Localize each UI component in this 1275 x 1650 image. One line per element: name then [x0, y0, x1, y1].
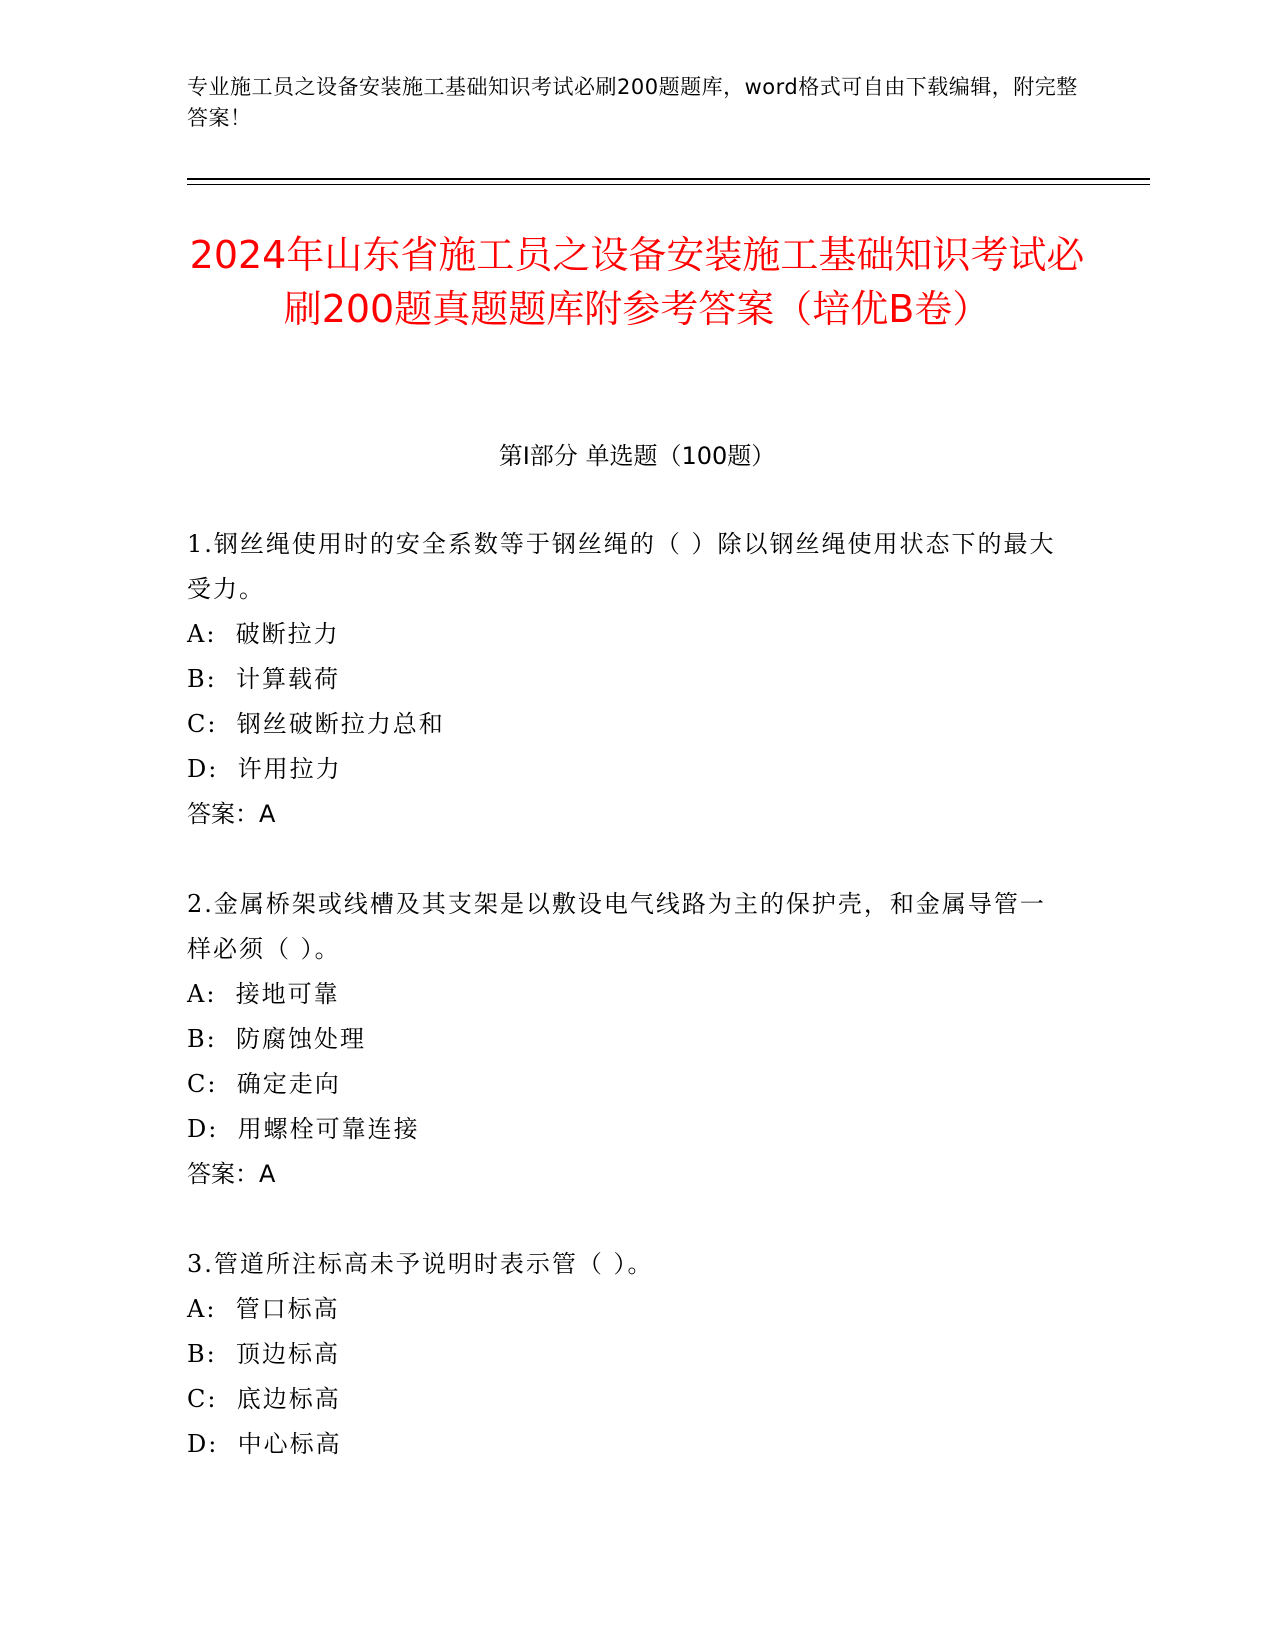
document-title: 2024年山东省施工员之设备安装施工基础知识考试必刷200题真题题库附参考答案（培优B卷） — [189, 233, 1085, 331]
option-a: A: 管口标高 — [187, 1295, 340, 1323]
option-d: D: 中心标高 — [187, 1430, 342, 1458]
option-b: B: 顶边标高 — [187, 1340, 340, 1368]
answer: 答案：A — [187, 1160, 276, 1188]
header-divider-thin — [187, 184, 1150, 185]
option-a: A: 破断拉力 — [187, 620, 340, 648]
option-b: B: 计算载荷 — [187, 665, 340, 693]
question-2 — [187, 882, 1067, 1197]
header-divider-thick — [187, 178, 1150, 180]
option-c: C: 钢丝破断拉力总和 — [187, 710, 445, 738]
question-stem: 2.金属桥架或线槽及其支架是以敷设电气线路为主的保护壳，和金属导管一样必须（ ）。 — [187, 890, 1046, 963]
option-c: C: 确定走向 — [187, 1070, 341, 1098]
option-d: D: 用螺栓可靠连接 — [187, 1115, 420, 1143]
option-a: A: 接地可靠 — [187, 980, 340, 1008]
question-1 — [187, 522, 1067, 837]
question-3 — [187, 1242, 1067, 1467]
section-title: 第I部分 单选题（100题） — [498, 442, 776, 470]
option-d: D: 许用拉力 — [187, 755, 342, 783]
question-stem: 3.管道所注标高未予说明时表示管（ ）。 — [187, 1250, 654, 1278]
header-note: 专业施工员之设备安装施工基础知识考试必刷200题题库，word格式可自由下载编辑，附完整答案！ — [187, 75, 1078, 130]
answer: 答案：A — [187, 800, 276, 828]
option-c: C: 底边标高 — [187, 1385, 341, 1413]
question-stem: 1.钢丝绳使用时的安全系数等于钢丝绳的（ ）除以钢丝绳使用状态下的最大受力。 — [187, 530, 1056, 603]
option-b: B: 防腐蚀处理 — [187, 1025, 366, 1053]
